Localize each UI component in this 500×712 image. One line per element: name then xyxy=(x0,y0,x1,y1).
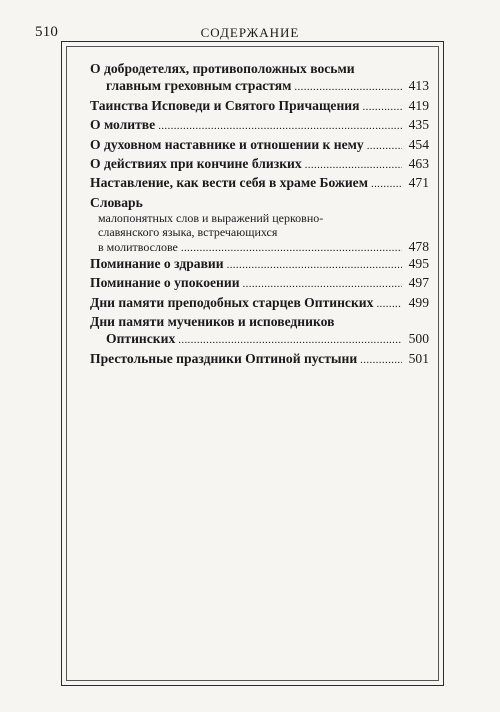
toc-entry-title: Дни памяти мучеников и исповедников xyxy=(90,314,335,330)
table-of-contents xyxy=(90,60,429,369)
toc-entry-optina-martyrs[interactable] xyxy=(90,313,429,350)
toc-entry-prayer[interactable] xyxy=(90,116,429,135)
toc-entry-optina-elders[interactable] xyxy=(90,294,429,313)
dot-leader xyxy=(294,77,402,96)
toc-page-number: 463 xyxy=(408,156,429,172)
toc-entry-death-of-relatives[interactable] xyxy=(90,155,429,174)
toc-entry-title-line xyxy=(90,313,429,330)
dot-leader xyxy=(371,174,402,193)
toc-entry-virtues[interactable] xyxy=(90,60,429,97)
toc-entry-title: Наставление, как вести себя в храме Божием xyxy=(90,175,368,191)
toc-entry-last-line xyxy=(90,136,429,155)
dot-leader xyxy=(227,255,402,274)
toc-entry-patronal-feasts[interactable] xyxy=(90,350,429,369)
toc-entry-title-continued: главным греховным страстям xyxy=(106,78,292,94)
dot-leader xyxy=(376,294,402,313)
toc-entry-title: О духовном наставнике и отношении к нему xyxy=(90,136,364,152)
toc-entry-title-line xyxy=(90,60,429,77)
toc-entry-title: Таинства Исповеди и Святого Причащения xyxy=(90,97,360,113)
toc-page-number: 413 xyxy=(408,78,429,94)
toc-entry-last-line xyxy=(90,174,429,193)
toc-page-number: 478 xyxy=(408,238,429,254)
toc-entry-title-line xyxy=(90,194,429,211)
toc-entry-last-line xyxy=(90,155,429,174)
dot-leader xyxy=(178,330,402,349)
toc-entry-last-line xyxy=(90,116,429,135)
toc-entry-last-line xyxy=(98,240,429,255)
toc-entry-subtitle xyxy=(90,211,429,255)
toc-page-number: 419 xyxy=(408,97,429,113)
toc-entry-title: О добродетелях, противоположных восьми xyxy=(90,61,355,76)
dot-leader xyxy=(158,116,402,135)
toc-page-number: 454 xyxy=(408,136,429,152)
toc-entry-church-behavior[interactable] xyxy=(90,174,429,193)
toc-page-number: 501 xyxy=(408,350,429,366)
toc-page-number: 500 xyxy=(408,331,429,347)
toc-entry-last-line xyxy=(90,97,429,116)
toc-entry-last-line xyxy=(90,274,429,293)
toc-entry-title-continued: Оптинских xyxy=(106,331,176,347)
toc-page-number: 497 xyxy=(408,275,429,291)
toc-entry-subtitle-line: в молитвослове xyxy=(98,239,178,254)
dot-leader xyxy=(367,136,402,155)
toc-entry-last-line xyxy=(90,255,429,274)
toc-entry-title: О молитве xyxy=(90,117,156,133)
toc-entry-title: Поминание о здравии xyxy=(90,255,224,271)
toc-entry-title: Дни памяти преподобных старцев Оптинских xyxy=(90,294,374,310)
toc-page-number: 471 xyxy=(408,175,429,191)
dot-leader xyxy=(243,274,402,293)
toc-page-number: 435 xyxy=(408,117,429,133)
toc-entry-title: О действиях при кончине близких xyxy=(90,156,302,172)
toc-page-number: 499 xyxy=(408,294,429,310)
toc-entry-last-line xyxy=(90,330,429,349)
dot-leader xyxy=(305,155,402,174)
toc-entry-commemoration-repose[interactable] xyxy=(90,274,429,293)
toc-entry-commemoration-health[interactable] xyxy=(90,255,429,274)
toc-page-number: 495 xyxy=(408,255,429,271)
toc-entry-title: Словарь xyxy=(90,194,143,210)
dot-leader xyxy=(363,97,403,116)
toc-entry-dictionary[interactable] xyxy=(90,194,429,255)
toc-entry-title: Престольные праздники Оптиной пустыни xyxy=(90,350,358,366)
toc-entry-last-line xyxy=(90,77,429,96)
page-number: 510 xyxy=(35,24,59,40)
running-title: СОДЕРЖАНИЕ xyxy=(200,25,300,40)
toc-entry-last-line xyxy=(90,294,429,313)
toc-entry-last-line xyxy=(90,350,429,369)
dot-leader xyxy=(181,240,402,255)
toc-entry-title: Поминание о упокоении xyxy=(90,275,240,291)
toc-entry-spiritual-mentor[interactable] xyxy=(90,136,429,155)
toc-entry-subtitle-line: малопонятных слов и выражений церковно- xyxy=(98,211,324,226)
dot-leader xyxy=(360,350,402,369)
toc-entry-confession-communion[interactable] xyxy=(90,97,429,116)
toc-entry-subtitle-line: славянского языка, встречающихся xyxy=(98,225,278,240)
